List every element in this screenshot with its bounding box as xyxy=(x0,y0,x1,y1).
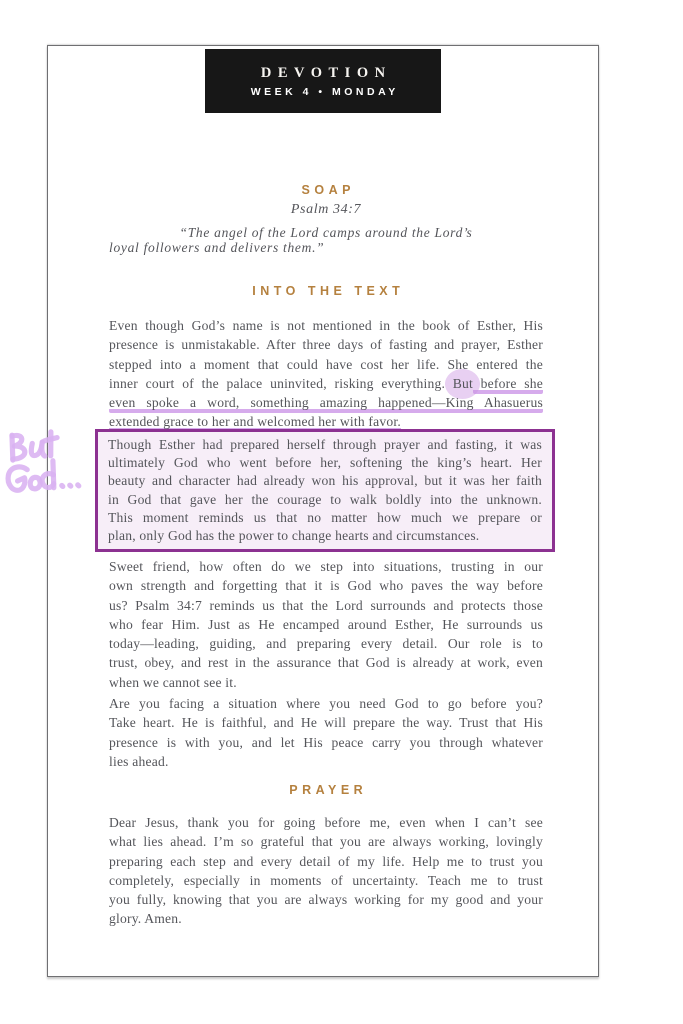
devotion-title: DEVOTION xyxy=(260,64,392,81)
circled-word: But xyxy=(452,375,473,391)
text-line: presence is unmistakable. After three days of fasting and prayer, Esther xyxy=(109,337,543,353)
text-line: when we cannot see it. xyxy=(109,674,237,690)
text-line: in God that gave her the courage to walk boldly into the unknown. xyxy=(108,491,542,507)
handwritten-margin-note xyxy=(0,425,93,502)
text-line: you fully, knowing that you are always working for my good and your xyxy=(109,892,543,908)
text-line: plan, only God has the power to change hearts and circumstances. xyxy=(108,528,480,544)
underlined-text: before she xyxy=(473,376,543,394)
text-line: trust, obey, and rest in the assurance that God is already at work, even xyxy=(109,655,543,671)
text-line: Though Esther had prepared herself through prayer and fasting, it was xyxy=(108,437,542,452)
note-word-god xyxy=(8,460,79,491)
text-line: what lies ahead. I’m so grateful that you are always working, lovingly xyxy=(109,834,543,850)
page-content xyxy=(109,46,543,976)
text-line: own strength and forgetting that it is God who paves the way before xyxy=(109,578,543,594)
text-line: Even though God’s name is not mentioned in the book of Esther, His xyxy=(109,318,543,333)
underlined-text: even spoke a word, something amazing happened—King Ahasuerus xyxy=(109,395,543,413)
scripture-reference: Psalm 34:7 xyxy=(290,202,362,217)
highlighted-paragraph-box xyxy=(95,429,555,552)
soap-heading: SOAP xyxy=(301,183,355,197)
text-line: This moment reminds us that no matter how much we prepare or xyxy=(108,509,542,525)
paragraph-reflection-question xyxy=(109,694,543,771)
text-line: Are you facing a situation where you need God to go before you? xyxy=(109,696,543,711)
into-the-text-heading: INTO THE TEXT xyxy=(252,284,405,298)
text-line: Take heart. He is faithful, and He will prepare the way. Trust that His xyxy=(109,715,543,731)
text-line: stepped into a moment that could have cost her life. She entered the xyxy=(109,356,543,372)
text-line: us? Psalm 34:7 reminds us that the Lord surrounds and protects those xyxy=(109,597,543,613)
text-line: Dear Jesus, thank you for going before me, even when I can’t see xyxy=(109,815,543,830)
text-line: loyal followers and delivers them.” xyxy=(109,240,325,255)
text-line: who fear Him. Just as He encamped around Esther, He surrounds us xyxy=(109,616,543,632)
paragraph-sweet-friend xyxy=(109,557,543,692)
text-line: glory. Amen. xyxy=(109,911,182,927)
text-line xyxy=(109,393,543,412)
text-line xyxy=(109,374,543,393)
scripture-quote xyxy=(109,225,543,255)
text-line: “The angel of the Lord camps around the Lord’s xyxy=(179,225,473,240)
text-line: lies ahead. xyxy=(109,753,169,769)
text-line: preparing each step and every detail of my life. Help me to trust you xyxy=(109,853,543,869)
week-day-label: WEEK 4 • MONDAY xyxy=(250,85,399,98)
note-word-but xyxy=(12,432,58,461)
paragraph-esther-intro xyxy=(109,316,543,432)
text-line: completely, especially in moments of uncertainty. Teach me to trust xyxy=(109,872,543,888)
text-line: Sweet friend, how often do we step into situations, trusting in our xyxy=(109,559,543,574)
prayer-heading: PRAYER xyxy=(289,783,368,797)
text-line: ultimately God who went before her, softening the king’s heart. Her xyxy=(108,455,542,471)
devotional-page xyxy=(47,45,599,977)
prayer-paragraph xyxy=(109,813,543,929)
underlined-text: extended grace to her and welcomed her with favor. xyxy=(109,414,401,432)
text-segment: inner court of the palace uninvited, risking everything. xyxy=(109,375,453,391)
text-line: today—leading, guiding, and preparing every detail. Our role is to xyxy=(109,636,543,652)
text-line: presence is with you, and let His peace carry you through whatever xyxy=(109,734,543,750)
text-line: beauty and character had already won his approval, but it was her faith xyxy=(108,473,542,489)
